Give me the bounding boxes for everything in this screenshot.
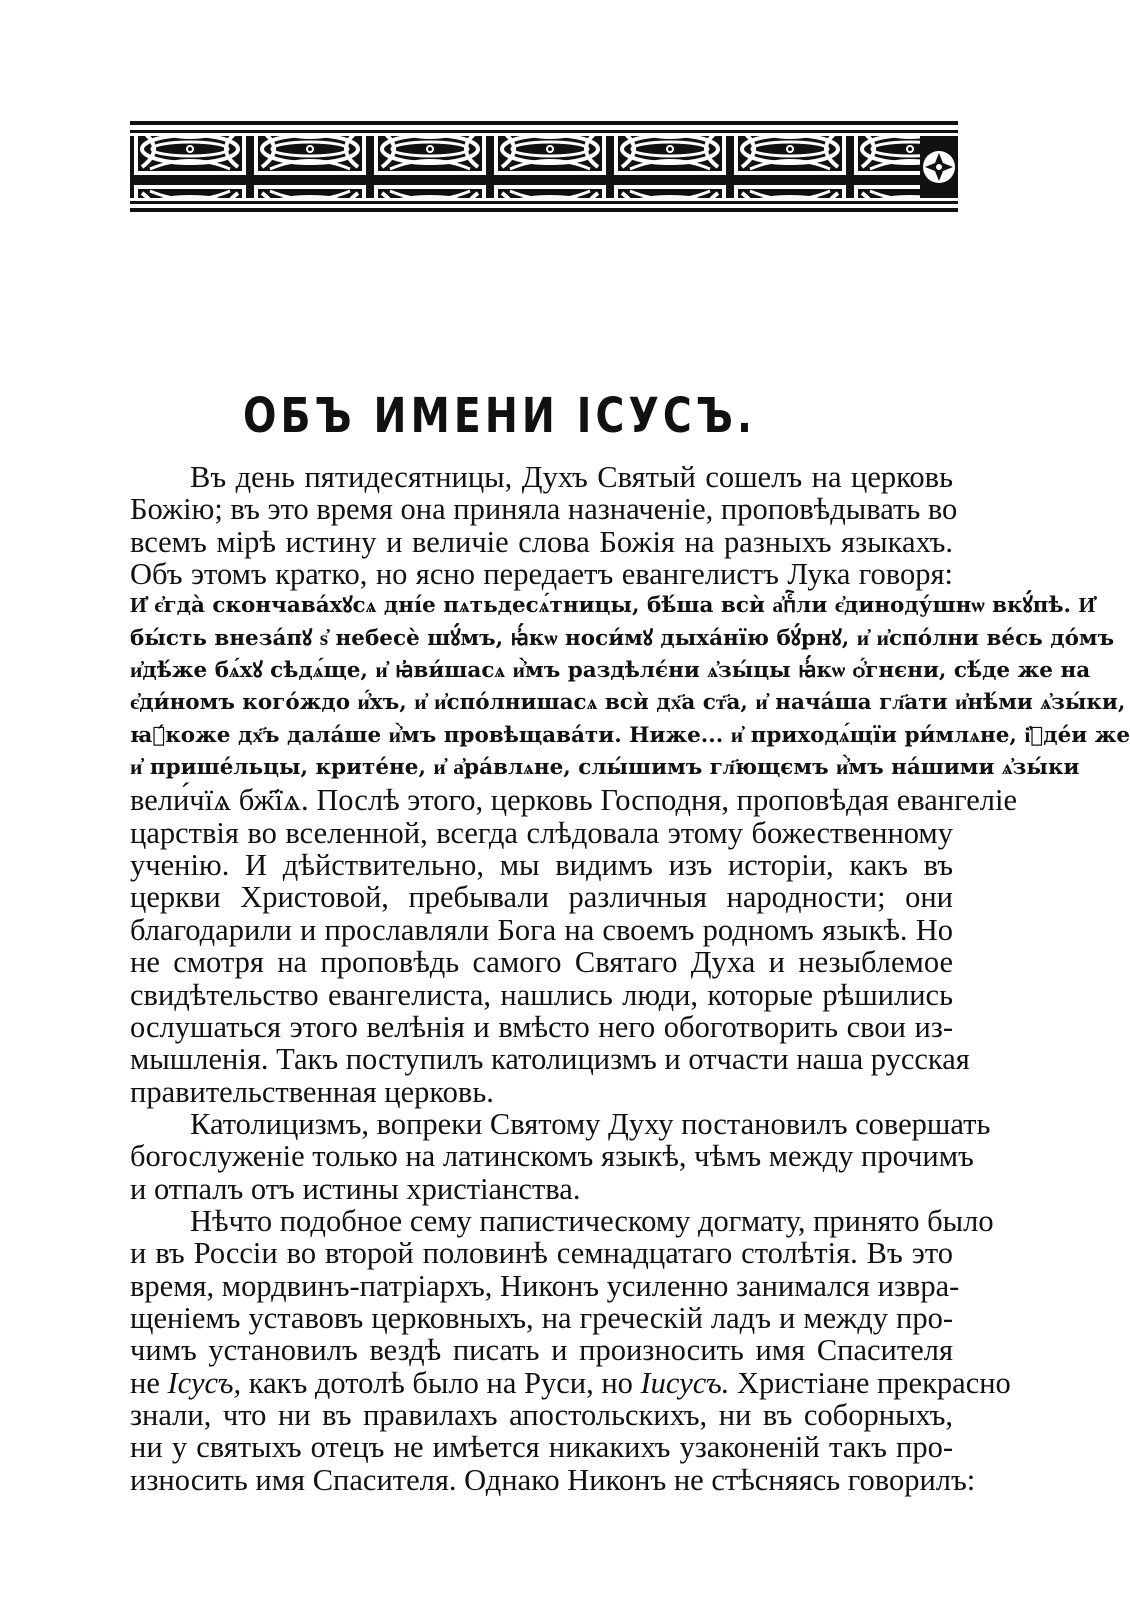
church-slavonic-line: ꙗ҆́коже дх҃ъ дала́ше и҆̀мъ провѣщава́ти. Ниже... и҆ приходѧ́щїи ри́млѧне, і҆ꙋде́и же xyxy=(130,722,1130,748)
text-line: и въ Россіи во второй половинѣ семнадцатаго столѣтія. Въ это xyxy=(130,1236,953,1271)
text-line: церкви Христовой, пребывали различныя народности; они xyxy=(130,880,953,915)
text-line: ослушаться этого велѣнія и вмѣсто него обоготворить свои из- xyxy=(130,1009,953,1044)
paragraph xyxy=(130,1106,991,1206)
text-line: мышленія. Такъ поступилъ католицизмъ и отчасти наша русская xyxy=(130,1042,970,1077)
text-line: вели́чїѧ бж҃їѧ. Послѣ этого, церковь Господня, проповѣдая евангеліе xyxy=(130,783,1017,818)
text-line: Католицизмъ, вопреки Святому Духу постановилъ совершать xyxy=(190,1106,991,1141)
text-line: благодарили и прославляли Бога на своемъ родномъ языкѣ. Но xyxy=(130,912,953,947)
church-slavonic-line: и҆дѣ́же бѧ́хꙋ сѣдѧ́ще, и҆ ꙗ҆ви́шасѧ и҆̀мъ раздѣлє́ни ѧ҆зы́цы ꙗ҆́кѡ ѻ҆́гнєни, сѣ́де же на xyxy=(130,658,1091,684)
text-line: богослуженіе только на латинскомъ языкѣ, чѣмъ между прочимъ xyxy=(130,1139,974,1174)
ornamental-headpiece xyxy=(130,118,958,216)
text-line: знали, что ни въ правилахъ апостольскихъ, ни въ соборныхъ, xyxy=(130,1397,953,1432)
text-line: не Ісусъ, какъ дотолѣ было на Руси, но Іисусъ. Христіане прекрасно xyxy=(130,1365,1011,1400)
body-text xyxy=(130,460,1130,1497)
text-line: правительственная церковь. xyxy=(130,1074,494,1109)
knotwork-border-icon xyxy=(130,118,958,216)
text-line: Божію; въ это время она приняла назначеніе, проповѣдывать во xyxy=(130,492,958,527)
text-line: время, мордвинъ-патріархъ, Никонъ усиленно занимался извра- xyxy=(130,1268,960,1303)
text-line: Объ этомъ кратко, но ясно передаетъ евангелистъ Лука говоря: xyxy=(130,557,953,592)
text-line: щеніемъ уставовъ церковныхъ, на греческій ладъ и между про- xyxy=(130,1300,953,1335)
text-line: чимъ установилъ вездѣ писать и произносить имя Спасителя xyxy=(130,1333,953,1368)
text-line: Нѣчто подобное сему папистическому догмату, принято было xyxy=(190,1203,994,1238)
text-line: ученію. И дѣйствительно, мы видимъ изъ исторіи, какъ въ xyxy=(130,848,953,883)
text-line: и отпалъ отъ истины христіанства. xyxy=(130,1171,581,1206)
text-line: Въ день пятидесятницы, Духъ Святый сошелъ на церковь xyxy=(190,460,953,494)
church-slavonic-line: и҆ прише́льцы, крите́не, и҆ а҆ра́влѧне, слы́шимъ гл҃ющємъ и҆̀мъ на́шими ѧ҆зы́ки xyxy=(130,755,1080,781)
text-line: ни у святыхъ отецъ не имѣется никакихъ узаконеній такъ про- xyxy=(130,1430,953,1465)
text-line: всемъ мірѣ истину и величіе слова Божія на разныхъ языкахъ. xyxy=(130,524,953,559)
text-line: свидѣтельство евангелиста, нашлись люди, которые рѣшились xyxy=(130,977,953,1012)
text-line: царствія во вселенной, всегда слѣдовала этому божественному xyxy=(130,815,953,850)
text-line: не смотря на проповѣдь самого Святаго Духа и незыблемое xyxy=(130,945,953,980)
paragraph xyxy=(130,1203,1011,1497)
chapter-title: ОБЪ ИМЕНИ ІСУСЪ. xyxy=(242,388,757,444)
church-slavonic-line: є҆ди́номъ кого́ждо и҆́хъ, и҆ и҆спо́лнишасѧ всѝ дх҃а ст҃а, и҆ нача́ша гл҃ати и҆нѣ́ми ѧ҆зы́ки, xyxy=(130,690,1126,716)
church-slavonic-line: бы́сть внеза́пꙋ ѕ҆ небесѐ шꙋ́мъ, ꙗ҆́кѡ носи́мꙋ дыха́нїю бꙋ́рнꙋ, и҆ и҆спо́лни ве́сь до́мъ xyxy=(130,625,1115,651)
church-slavonic-line: И҆ є҆гда̀ скончава́хꙋсѧ дні́е пѧтьдесѧ́тницы, бѣ́ша всѝ а҆пⷭ҇ли є҆диноду́шнѡ вкꙋ́пѣ. И҆ xyxy=(130,593,1096,619)
text-line: износить имя Спасителя. Однако Никонъ не стѣсняясь говорилъ: xyxy=(130,1462,976,1497)
paragraph xyxy=(130,460,1130,1109)
